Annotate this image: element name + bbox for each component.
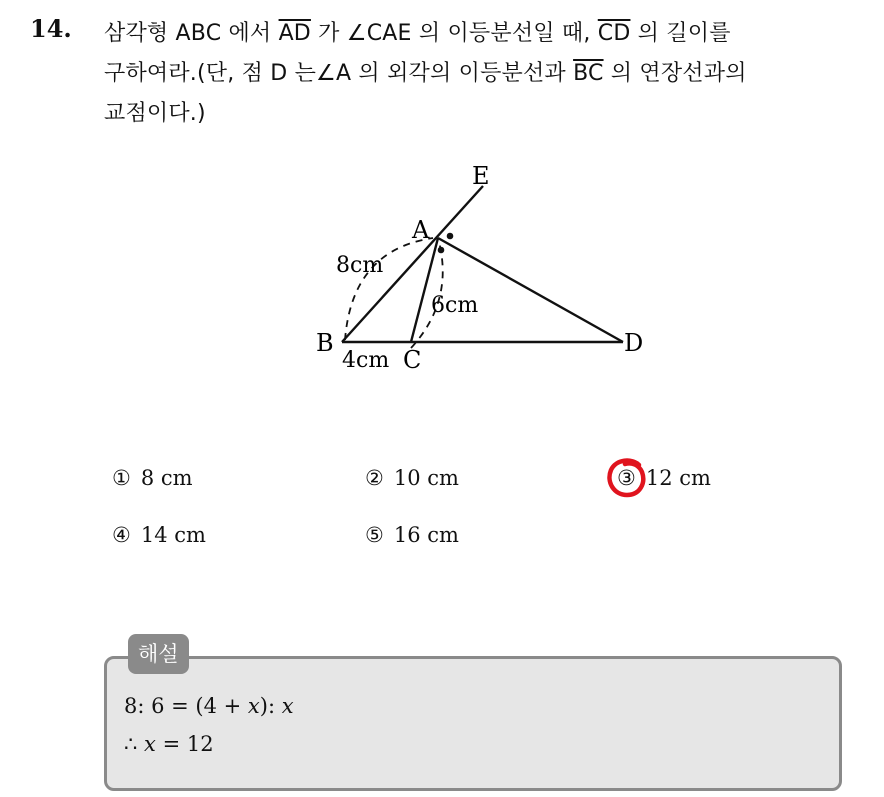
question-text: 구하여라.(단, 점 D 는∠A 의 외각의 이등분선과 — [104, 61, 574, 86]
solution-text: = 12 — [155, 732, 214, 756]
question-text: 가 ∠CAE 의 이등분선일 때, — [310, 21, 598, 46]
solution-text: 8: 6 = (4 + — [124, 694, 248, 718]
choice-number: ① — [112, 466, 131, 490]
label-c: C — [403, 346, 422, 374]
segment-ad: $\overline{AD}$ — [278, 21, 311, 46]
solution-variable: x — [144, 732, 156, 756]
angle-dot — [438, 247, 445, 254]
choice-number: ④ — [112, 523, 131, 547]
solution-variable: x — [247, 694, 260, 718]
question-text: 의 길이를 — [630, 21, 731, 46]
question-text: 의 연장선과의 — [603, 61, 747, 86]
solution-line-2 — [124, 732, 214, 756]
choice-4[interactable] — [112, 523, 206, 547]
answer-circle-mark — [606, 457, 648, 499]
choice-text: 10 cm — [393, 466, 459, 490]
label-length-ac: 6cm — [431, 293, 479, 318]
question-text: 교점이다.) — [104, 101, 206, 126]
choice-5[interactable] — [365, 523, 459, 547]
line-ac — [411, 238, 438, 342]
choice-text: 12 cm — [645, 466, 711, 490]
solution-text: ∴ — [124, 732, 145, 756]
label-b: B — [316, 329, 334, 357]
choice-number: ② — [365, 466, 384, 490]
segment-bc: $\overline{BC}$ — [573, 61, 604, 86]
choice-1[interactable] — [112, 466, 193, 490]
solution-variable: x — [281, 694, 294, 718]
triangle-figure — [290, 150, 690, 390]
solution-box — [104, 656, 842, 791]
angle-dot — [447, 233, 454, 240]
choice-number: ③ — [617, 466, 636, 490]
choice-number: ⑤ — [365, 523, 384, 547]
question-line-3 — [104, 96, 206, 127]
solution-line-1 — [124, 694, 294, 718]
question-number: 14. — [30, 14, 72, 43]
question-line-1 — [104, 16, 731, 47]
label-d: D — [624, 329, 644, 357]
segment-cd: $\overline{CD}$ — [597, 21, 631, 46]
question-line-2 — [104, 56, 747, 87]
label-length-ab: 8cm — [336, 253, 384, 278]
choice-text: 16 cm — [393, 523, 459, 547]
label-a: A — [412, 216, 430, 244]
choice-2[interactable] — [365, 466, 459, 490]
solution-text: ): — [259, 694, 282, 718]
line-ad — [438, 238, 623, 342]
choice-text: 8 cm — [140, 466, 193, 490]
question-text: 삼각형 ABC 에서 — [104, 21, 279, 46]
solution-tag: 해설 — [128, 634, 189, 674]
label-e: E — [472, 162, 490, 190]
label-length-bc: 4cm — [342, 348, 390, 373]
choice-text: 14 cm — [140, 523, 206, 547]
